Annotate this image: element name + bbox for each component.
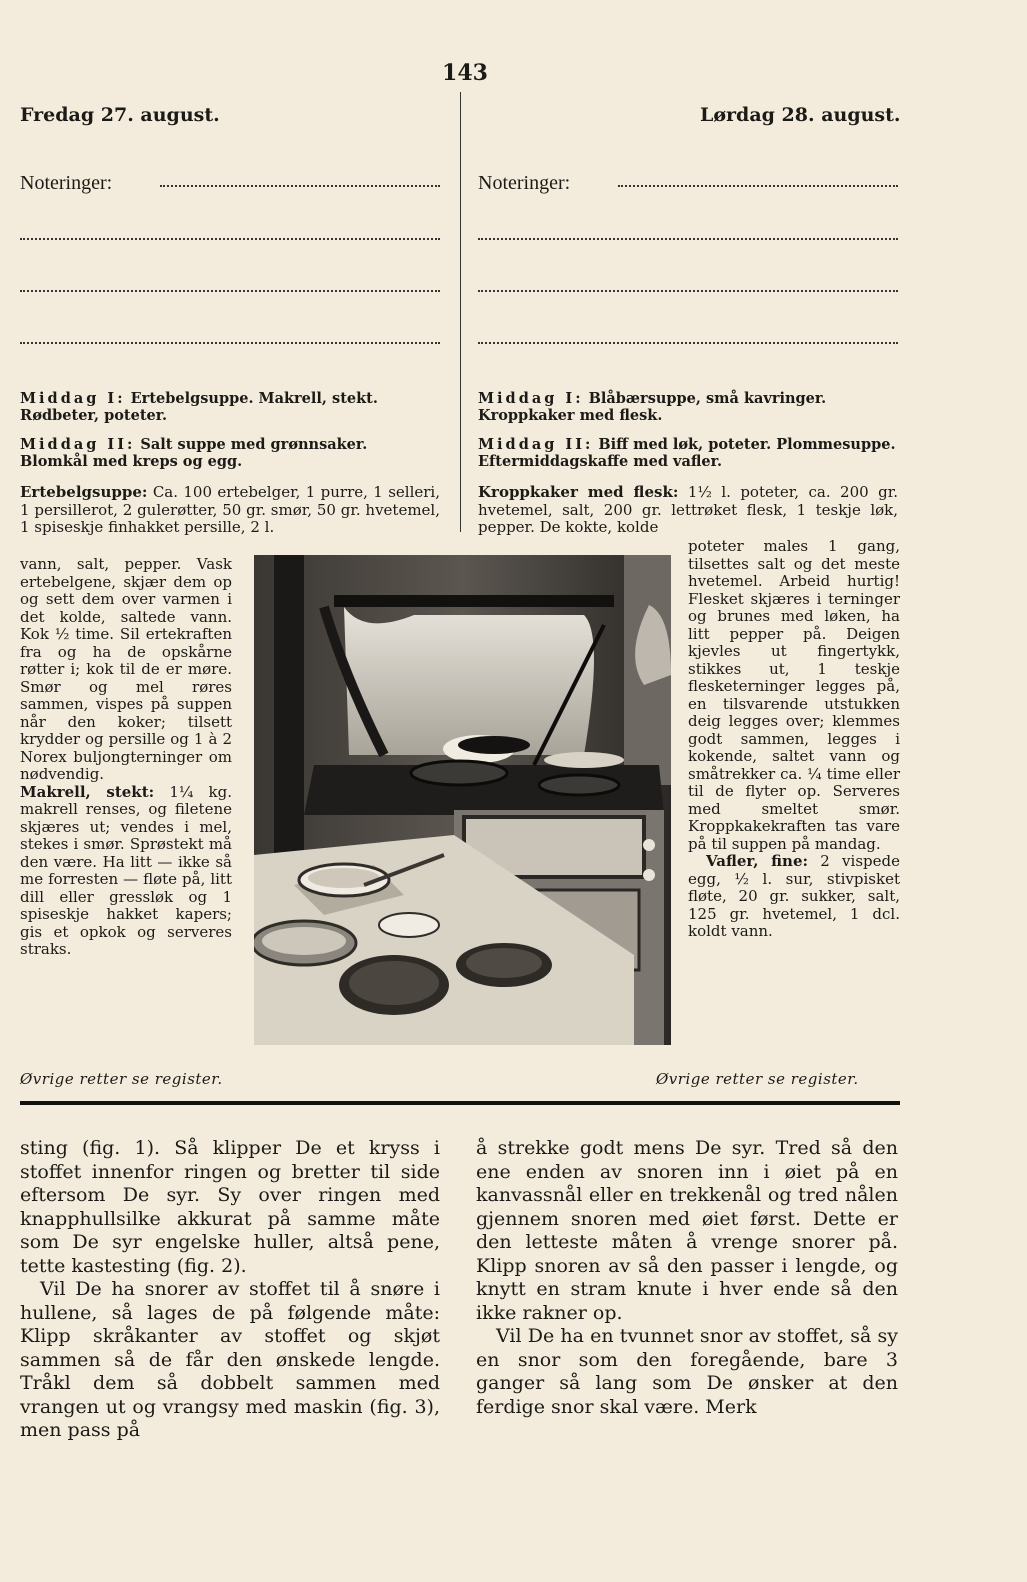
register-note-left: Øvrige retter se register. <box>20 1070 223 1088</box>
recipe-title: Vafler, fine: <box>706 852 809 870</box>
middag-2 <box>478 436 898 470</box>
recipe-title: Kroppkaker med flesk: <box>478 483 679 501</box>
notes-dotted-line <box>20 342 440 344</box>
recipe-ertebelgsuppe-intro <box>20 484 440 537</box>
recipe-left-column <box>20 556 232 959</box>
paragraph: å strekke godt mens De syr. Tred så den ene enden av snoren inn i øiet på en kanvassnål eller en trekkenål og tred nålen gjennem snoren med øiet først. Dette er den letteste måten å vrenge snorer på. Klipp snoren av så den passer i lengde, og knytt en stram knute i hver ende så den ikke rakner op. <box>476 1137 898 1324</box>
recipe-body: 1¼ kg. makrell renses, og filetene skjæres ut; vendes i mel, stekes i smør. Sprøstekt må den være. Ha litt — ikke så me forresten — fløte på, litt dill eller gressløk og 1 spiseskje hakket kapers; gis et opkok og serveres straks. <box>20 782 232 958</box>
register-note-right: Øvrige retter se register. <box>656 1070 859 1088</box>
recipe-makrell <box>20 784 232 959</box>
paragraph: Vil De ha snorer av stoffet til å snøre i hullene, så lages de på følgende måte: Klipp skråkanter av stoffet og skjøt sammen så de får den ønskede lengde. Tråkl dem så dobbelt sammen med vrangen ut og vrangsy med maskin (fig. 3), men pass på <box>20 1278 440 1441</box>
recipe-body: 2 vispede egg, ½ l. sur, stivpisket fløte, 20 gr. sukker, salt, 125 gr. hvetemel, 1 dcl. koldt vann. <box>688 852 900 940</box>
menu-right <box>478 390 898 470</box>
recipe-title: Ertebelgsuppe: <box>20 483 148 501</box>
middag-1-text: Blåbærsuppe, små kavringer. Kroppkaker med flesk. <box>478 390 827 424</box>
notes-dotted-line <box>20 238 440 240</box>
notes-dotted-line <box>618 185 898 187</box>
notes-label: Noteringer: <box>478 172 571 194</box>
recipe-kroppkaker-body: poteter males 1 gang, tilsettes salt og det meste hvetemel. Arbeid hurtig! Flesket skjæres i terninger og brunes med løken, ha litt pepper på. Deigen kjevles ut fingertykk, stikkes ut, 1 teskje flesketerninger legges på, en tilsvarende utstukken deig legges over; klemmes godt sammen, legges i kokende, saltet vann og småtrekker ca. ¼ time eller til de flyter op. Serveres med smeltet smør. Kroppkakekraften tas vare på til suppen på mandag. <box>688 537 900 853</box>
middag-1 <box>20 390 440 424</box>
recipe-intro-text: 1½ l. poteter, ca. 200 gr. hvetemel, salt, 200 gr. lettrøket flesk, 1 teskje løk, pepper. De kokte, kolde <box>478 483 898 536</box>
column-divider <box>460 92 461 532</box>
middag-1-label: Middag I: <box>20 390 126 407</box>
notes-dotted-line <box>478 290 898 292</box>
page-number: 143 <box>442 60 488 86</box>
middag-2 <box>20 436 440 470</box>
notes-dotted-line <box>20 290 440 292</box>
day-heading-friday: Fredag 27. august. <box>20 104 220 126</box>
recipe-right-column <box>688 538 900 941</box>
notes-label: Noteringer: <box>20 172 113 194</box>
article-right-column <box>476 1137 898 1419</box>
menu-left <box>20 390 440 470</box>
middag-1 <box>478 390 898 424</box>
recipe-ertebelgsuppe-body: vann, salt, pepper. Vask ertebelgene, skjær dem op og sett dem over varmen i det kolde, saltede vann. Kok ½ time. Sil ertekraften fra og ha de opskårne røtter i; kok til de er møre. Smør og mel røres sammen, vispes på suppen når den koker; tilsett krydder og persille og 1 à 2 Norex buljongterninger om nødvendig. <box>20 555 232 783</box>
recipe-kroppkaker-intro <box>478 484 898 537</box>
notes-dotted-line <box>478 342 898 344</box>
article-left-column <box>20 1137 440 1443</box>
stove-photo-icon <box>254 555 671 1045</box>
middag-2-label: Middag II: <box>20 436 136 453</box>
recipe-vafler <box>688 853 900 941</box>
kitchen-stove-photo <box>254 555 671 1045</box>
paragraph: Vil De ha en tvunnet snor av stoffet, så sy en snor som den foregående, bare 3 ganger så lang som De ønsker at den ferdige snor skal være. Merk <box>476 1325 898 1418</box>
middag-1-label: Middag I: <box>478 390 584 407</box>
recipe-title: Makrell, stekt: <box>20 782 155 801</box>
notes-dotted-line <box>160 185 440 187</box>
notes-right <box>478 172 898 352</box>
section-rule <box>20 1101 900 1105</box>
middag-2-text: Biff med løk, poteter. Plommesuppe. Eftermiddagskaffe med vafler. <box>478 436 896 470</box>
notes-dotted-line <box>478 238 898 240</box>
day-heading-saturday: Lørdag 28. august. <box>700 104 901 126</box>
recipe-intro-text: Ca. 100 ertebelger, 1 purre, 1 selleri, 1 persillerot, 2 gulerøtter, 50 gr. smør, 50 gr. hvetemel, 1 spiseskje finhakket persille, 2 l. <box>20 483 440 536</box>
middag-2-text: Salt suppe med grønnsaker. Blomkål med kreps og egg. <box>20 436 368 470</box>
middag-2-label: Middag II: <box>478 436 594 453</box>
middag-1-text: Ertebelgsuppe. Makrell, stekt. Rødbeter, poteter. <box>20 390 378 424</box>
notes-left <box>20 172 440 352</box>
paragraph: sting (fig. 1). Så klipper De et kryss i stoffet innenfor ringen og bretter til side eftersom De syr. Sy over ringen med knapphullsilke akkurat på samme måte som De syr engelske huller, altså pene, tette kastesting (fig. 2). <box>20 1137 440 1277</box>
